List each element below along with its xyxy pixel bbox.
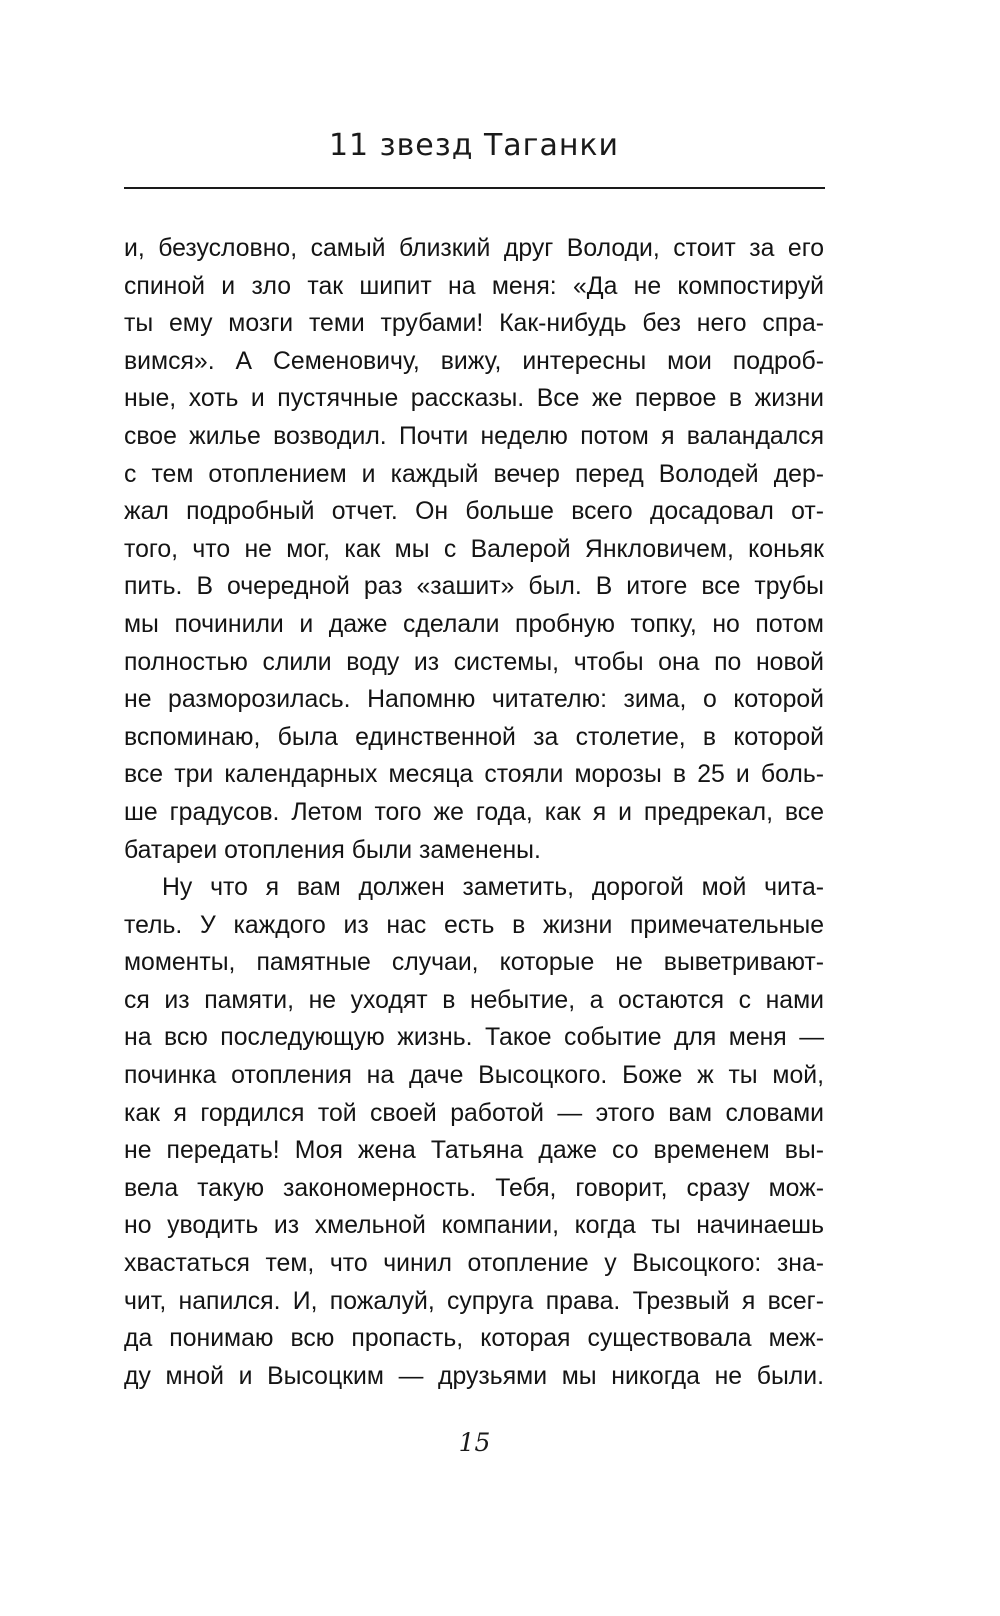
header-rule [124,187,825,189]
text-line: пить. В очередной раз «зашит» был. В итоге все трубы [124,573,824,601]
text-line: ные, хоть и пустячные рассказы. Все же первое в жизни [124,385,824,413]
text-line: жал подробный отчет. Он больше всего досадовал от- [124,498,824,526]
text-line: чит, напился. И, пожалуй, супруга права. Трезвый я всег- [124,1287,824,1315]
text-line: с тем отоплением и каждый вечер перед Володей дер- [124,460,824,488]
text-line: ся из памяти, не уходят в небытие, а остаются с нами [124,986,824,1014]
text-line: Ну что я вам должен заметить, дорогой мой чита- [162,874,824,902]
text-line: спиной и зло так шипит на меня: «Да не компостируй [124,272,824,300]
text-line: починка отопления на даче Высоцкого. Боже ж ты мой, [124,1062,824,1090]
text-line: вела такую закономерность. Тебя, говорит, сразу мож- [124,1174,824,1202]
text-line: да понимаю всю пропасть, которая существовала меж- [124,1325,824,1353]
running-head-title: 11 звезд Таганки [328,128,620,163]
text-line: ше градусов. Летом того же года, как я и предрекал, все [124,798,824,826]
text-line: того, что не мог, как мы с Валерой Янкловичем, коньяк [124,535,824,563]
text-line: свое жилье возводил. Почти неделю потом я валандался [124,422,824,450]
body-text [124,230,824,1395]
text-line: вимся». А Семеновичу, вижу, интересны мои подроб- [124,347,824,375]
text-line: не разморозилась. Напомню читателю: зима, о которой [124,686,824,714]
text-line: хвастаться тем, что чинил отопление у Высоцкого: зна- [124,1250,824,1278]
paragraph-2 [124,869,824,1395]
text-line: как я гордился той своей работой — этого вам словами [124,1099,824,1127]
text-line: полностью слили воду из системы, чтобы она по новой [124,648,824,676]
text-line: вспоминаю, была единственной за столетие, в которой [124,723,824,751]
text-line: но уводить из хмельной компании, когда ты начинаешь [124,1212,824,1240]
text-line: не передать! Моя жена Татьяна даже со временем вы- [124,1137,824,1165]
text-line: на всю последующую жизнь. Такое событие для меня — [124,1024,824,1052]
text-line: ду мной и Высоцким — друзьями мы никогда не были. [124,1362,824,1390]
text-line: батареи отопления были заменены. [124,836,541,864]
text-line: мы починили и даже сделали пробную топку, но потом [124,610,824,638]
page-number: 15 [458,1428,491,1457]
text-line: тель. У каждого из нас есть в жизни примечательные [124,911,824,939]
text-line: ты ему мозги теми трубами! Как-нибудь без него спра- [124,310,824,338]
paragraph-1 [124,230,824,869]
text-line: все три календарных месяца стояли морозы в 25 и боль- [124,761,824,789]
text-line: моменты, памятные случаи, которые не выветривают- [124,949,824,977]
text-line: и, безусловно, самый близкий друг Володи, стоит за его [124,235,824,262]
